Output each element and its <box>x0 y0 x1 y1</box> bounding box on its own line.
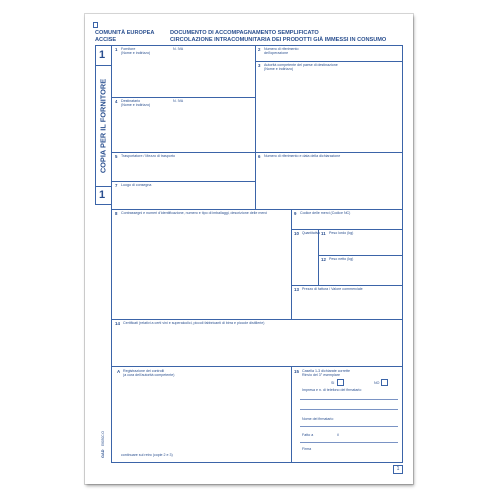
field-1-number: 1 <box>115 47 118 52</box>
field-a-letter: A <box>117 369 121 374</box>
field-11-number: 11 <box>321 231 326 236</box>
field-9-label: Codice delle merci (Codice NC) <box>300 211 351 215</box>
field-15-date: il <box>337 433 339 437</box>
corner-checkbox <box>93 22 98 28</box>
field-6-label: Numero di riferimento e data della dichiarazione <box>264 154 341 158</box>
footer-code-b: E8030C.O <box>101 431 105 446</box>
field-14-label: Certificati (relativi a certi vini e superalcolici, piccoli fabbricanti di birra e piccole distillerie) <box>123 321 265 325</box>
title-line-1: DOCUMENTO DI ACCOMPAGNAMENTO SEMPLIFICATO <box>170 30 319 36</box>
field-12-label: Peso netto (kg) <box>329 257 354 261</box>
footer-code-a: GAD <box>101 449 105 458</box>
field-5-label: Trasportatore / Mezzo di trasporto <box>121 154 175 158</box>
field-1-sub: (Nome e indirizzo) <box>121 51 151 55</box>
field-7-label: Luogo di consegna <box>121 183 152 187</box>
field-8-label: Contrassegni e numeri d'identificazione, numero e tipo di imballaggi, descrizione delle merci <box>121 211 268 215</box>
field-3-label: Autorità competente del paese di destinazione <box>264 63 338 67</box>
field-15-no-label: NO <box>374 381 380 385</box>
field-15-no-checkbox[interactable] <box>381 379 388 386</box>
field-12-number: 12 <box>321 257 326 262</box>
copy-number-bottom: 1 <box>99 189 106 201</box>
field-3-number: 3 <box>258 63 261 68</box>
field-a-footer: continuare sul retro (copie 2 e 3) <box>121 453 173 457</box>
field-10-number: 10 <box>294 231 299 236</box>
copy-label: COPIA PER IL FORNITORE <box>98 78 108 174</box>
field-15-number: 15 <box>294 369 299 374</box>
field-a-label: Registrazione dei controlli <box>123 369 165 373</box>
community-line-1: COMUNITÀ EUROPEA <box>95 30 155 36</box>
field-4-label: Destinatario <box>121 99 141 103</box>
community-line-2: ACCISE <box>95 37 117 43</box>
field-4-sub: (Nome e indirizzo) <box>121 103 151 107</box>
field-5-number: 5 <box>115 154 118 159</box>
copy-number-top: 1 <box>99 49 106 61</box>
field-15-place: Fatto a <box>302 433 314 437</box>
field-9-number: 9 <box>294 211 297 216</box>
field-8-number: 8 <box>115 211 118 216</box>
field-4-vat: N. IVA <box>173 99 184 103</box>
footer-page-box <box>393 465 403 474</box>
field-13-label: Prezzo di fattura / Valore commerciale <box>302 287 363 291</box>
field-15-label: Casella 1-3 dichiarate corrette <box>302 369 350 373</box>
field-3-sub: (Nome e indirizzo) <box>264 67 294 71</box>
field-13-number: 13 <box>294 287 299 292</box>
footer-page-number: 1 <box>396 466 400 472</box>
field-15-yes-label: SI <box>331 381 335 385</box>
field-15-signature: Firma <box>302 447 312 451</box>
field-2-label: Numero di riferimento <box>264 47 299 51</box>
field-8-text-area[interactable] <box>113 217 289 317</box>
field-15-sub: Rinvio del 3° esemplare <box>302 373 340 377</box>
field-15-company: Impresa e n. di telefono del firmatario <box>302 388 362 392</box>
title-line-2: CIRCOLAZIONE INTRACOMUNITARIA DEI PRODOTTI GIÀ IMMESSI IN CONSUMO <box>170 37 387 43</box>
field-10-label: Quantitativo <box>302 231 321 235</box>
field-1-text-area[interactable] <box>113 56 253 95</box>
field-1-vat: N. IVA <box>173 47 184 51</box>
field-2-sub: dell'operazione <box>264 51 289 55</box>
field-14-number: 14 <box>115 321 120 326</box>
field-15-yes-checkbox[interactable] <box>337 379 344 386</box>
field-1-label: Fornitore <box>121 47 136 51</box>
field-15-signer-name: Nome del firmatario <box>302 417 334 421</box>
field-2-number: 2 <box>258 47 261 52</box>
field-6-number: 6 <box>258 154 261 159</box>
field-11-label: Peso lordo (kg) <box>329 231 354 235</box>
field-7-number: 7 <box>115 183 118 188</box>
field-4-number: 4 <box>115 99 118 104</box>
field-a-sub: (a cura dell'autorità competente) <box>123 373 175 377</box>
form-sheet <box>85 14 413 484</box>
